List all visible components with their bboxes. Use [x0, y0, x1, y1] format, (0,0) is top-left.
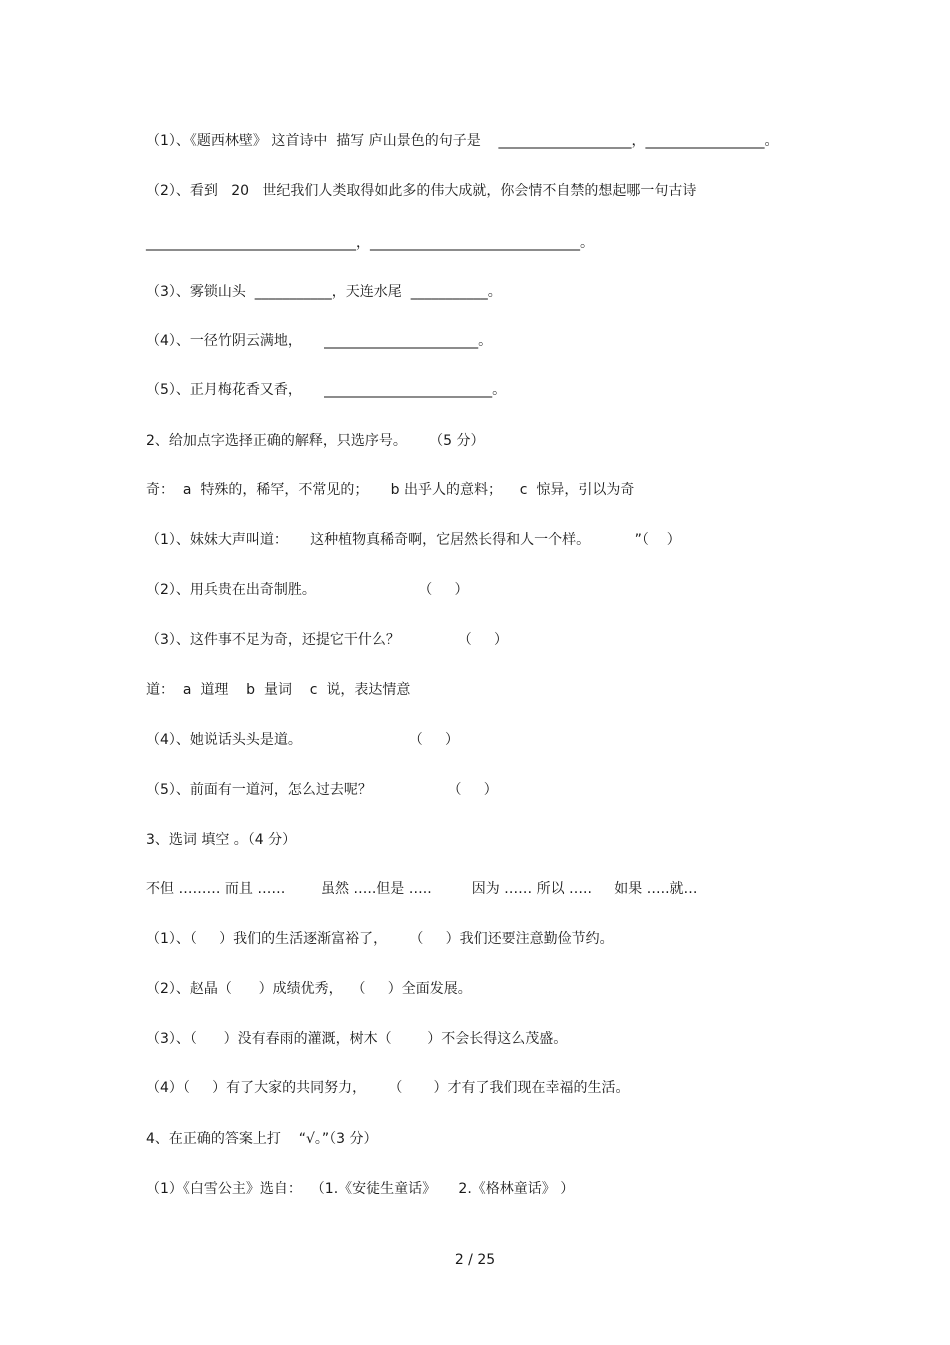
q3-item-3: （3）、（ ）没有春雨的灌溉，树木（ ）不会长得这么茂盛。 — [146, 1031, 568, 1047]
q3-word-options: 不但 ……… 而且 …… 虽然 …..但是 ….. 因为 …… 所以 ….. 如果 …..就… — [146, 881, 698, 897]
q2-item-5: （5）、前面有一道河，怎么过去呢？ （ ） — [146, 782, 498, 798]
q2-item-3: （3）、这件事不足为奇，还提它干什么？ （ ） — [146, 632, 509, 648]
q3-item-2: （2）、赵晶（ ）成绩优秀， （ ）全面发展。 — [146, 981, 472, 997]
q1-line-2: （2）、看到 20 世纪我们人类取得如此多的伟大成就，你会情不自禁的想起哪一句古诗 — [146, 183, 697, 199]
q2-qi-definitions: 奇： a 特殊的，稀罕，不常见的； b 出乎人的意料； c 惊异，引以为奇 — [146, 482, 635, 498]
q2-item-2: （2）、用兵贵在出奇制胜。 （ ） — [146, 582, 469, 598]
q1-line-5: （5）、正月梅花香又香， ________________________。 — [146, 382, 507, 398]
q2-dao-definitions: 道： a 道理 b 量词 c 说，表达情意 — [146, 682, 411, 698]
q1-line-2-blanks: ______________________________，______________________________。 — [146, 235, 594, 251]
q2-heading: 2、给加点字选择正确的解释，只选序号。 （5 分） — [146, 433, 485, 449]
q2-item-1: （1）、妹妹大声叫道： 这种植物真稀奇啊，它居然长得和人一个样。 ”（ ） — [146, 532, 681, 548]
page-number: 2 / 25 — [454, 1252, 496, 1268]
q1-line-4: （4）、一径竹阴云满地， ______________________。 — [146, 333, 493, 349]
q4-heading: 4、在正确的答案上打 “√。”（3 分） — [146, 1131, 378, 1147]
q3-item-4: （4）（ ）有了大家的共同努力， （ ）才有了我们现在幸福的生活。 — [146, 1080, 630, 1096]
q2-item-4: （4）、她说话头头是道。 （ ） — [146, 732, 459, 748]
q1-line-3: （3）、雾锁山头 ___________，天连水尾 ___________。 — [146, 284, 502, 300]
q4-item-1: （1）《白雪公主》选自： （1.《安徒生童话》 2.《格林童话》 ） — [146, 1181, 575, 1197]
q1-line-1: （1）、《题西林壁》 这首诗中 描写 庐山景色的句子是 ___________________，_________________。 — [146, 133, 779, 149]
q3-item-1: （1）、（ ）我们的生活逐渐富裕了， （ ）我们还要注意勤俭节约。 — [146, 931, 614, 947]
q3-heading: 3、选词 填空 。（4 分） — [146, 832, 297, 848]
